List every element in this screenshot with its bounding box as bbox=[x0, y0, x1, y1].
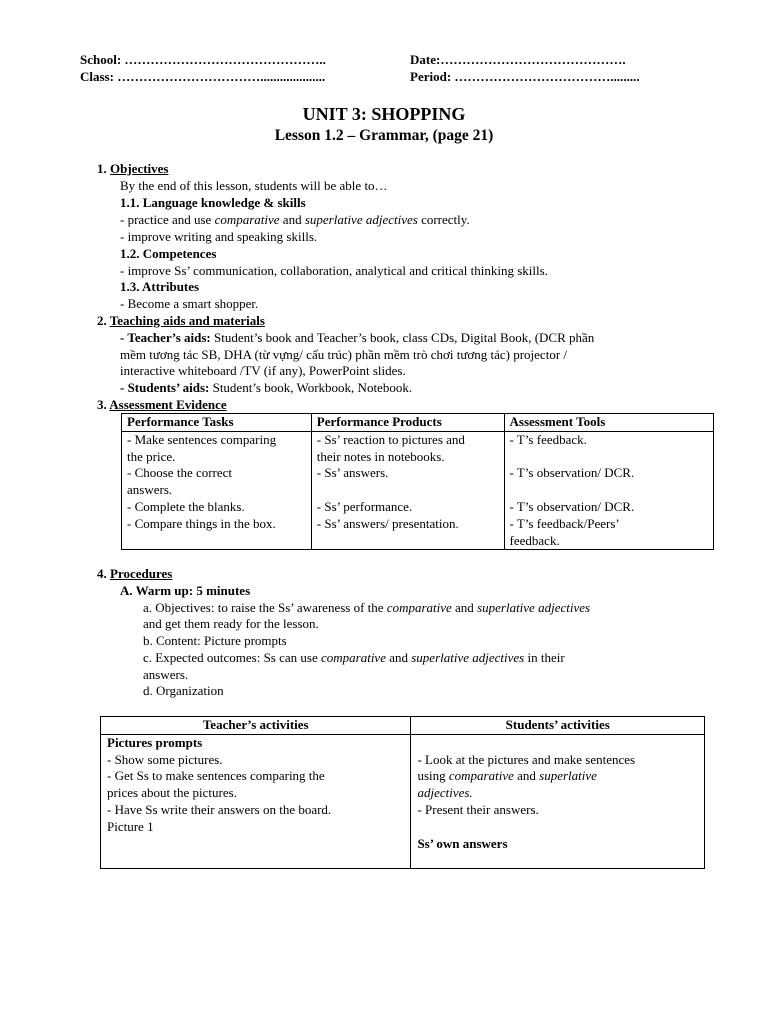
subheading-language-knowledge: 1.1. Language knowledge & skills bbox=[120, 195, 306, 210]
activities-table bbox=[100, 716, 705, 869]
subheading-attributes: 1.3. Attributes bbox=[120, 279, 200, 294]
class-field: Class: …………………………….................... bbox=[80, 69, 326, 84]
column-header: Assessment Tools bbox=[504, 414, 713, 432]
unit-title: UNIT 3: SHOPPING bbox=[302, 104, 466, 124]
performance-products-cell: - Ss’ reaction to pictures and their notes in notebooks. - Ss’ answers. - Ss’ performance. - Ss’ answers/ presentation. bbox=[311, 431, 504, 550]
teacher-activities-cell: Pictures prompts - Show some pictures. - Get Ss to make sentences comparing the prices about the pictures. - Have Ss write their answers on the board. Picture 1 bbox=[101, 734, 411, 868]
procedure-line: a. Objectives: to raise the Ss’ awareness of the comparative and superlative adjectives bbox=[143, 600, 591, 615]
column-header: Students’ activities bbox=[411, 717, 705, 735]
date-field: Date:……………………………………. bbox=[410, 52, 626, 67]
assessment-heading: 3. Assessment Evidence bbox=[97, 397, 227, 412]
students-activities-cell: - Look at the pictures and make sentences using comparative and superlative adjectives. - Present their answers. Ss’ own answers bbox=[411, 734, 705, 868]
procedures-heading: 4. Procedures bbox=[97, 566, 173, 581]
teacher-aids-line: mềm tương tác SB, DHA (từ vựng/ cấu trúc) phần mềm trò chơi tương tác) projector / bbox=[120, 347, 568, 362]
assessment-table bbox=[121, 413, 714, 550]
objectives-intro: By the end of this lesson, students will be able to… bbox=[120, 178, 388, 193]
teaching-aids-heading: 2. Teaching aids and materials bbox=[97, 313, 265, 328]
students-aids-line: - Students’ aids: Student’s book, Workbook, Notebook. bbox=[120, 380, 413, 395]
objective-line: - practice and use comparative and superlative adjectives correctly. bbox=[120, 212, 470, 227]
lesson-title: Lesson 1.2 – Grammar, (page 21) bbox=[274, 127, 494, 144]
assessment-tools-cell: - T’s feedback. - T’s observation/ DCR. - T’s observation/ DCR. - T’s feedback/Peers’ feedback. bbox=[504, 431, 713, 550]
school-field: School: ……………………………………….. bbox=[80, 52, 326, 67]
procedure-line: and get them ready for the lesson. bbox=[143, 616, 319, 631]
subheading-competences: 1.2. Competences bbox=[120, 246, 217, 261]
procedure-line: d. Organization bbox=[143, 683, 224, 698]
objective-line: - improve Ss’ communication, collaboration, analytical and critical thinking skills. bbox=[120, 263, 548, 278]
objective-line: - improve writing and speaking skills. bbox=[120, 229, 318, 244]
objectives-heading: 1. Objectives bbox=[97, 161, 169, 176]
performance-tasks-cell: - Make sentences comparing the price. - Choose the correct answers. - Complete the blanks. - Compare things in the box. bbox=[122, 431, 312, 550]
period-field: Period: ………………………………......... bbox=[410, 69, 640, 84]
column-header: Teacher’s activities bbox=[101, 717, 411, 735]
procedure-line: c. Expected outcomes: Ss can use comparative and superlative adjectives in their bbox=[143, 650, 565, 665]
warmup-heading: A. Warm up: 5 minutes bbox=[120, 583, 251, 598]
teacher-aids-line: - Teacher’s aids: Student’s book and Teacher’s book, class CDs, Digital Book, (DCR phần bbox=[120, 330, 595, 345]
column-header: Performance Products bbox=[311, 414, 504, 432]
procedure-line: b. Content: Picture prompts bbox=[143, 633, 287, 648]
objective-line: - Become a smart shopper. bbox=[120, 296, 259, 311]
procedure-line: answers. bbox=[143, 667, 189, 682]
teacher-aids-line: interactive whiteboard /TV (if any), PowerPoint slides. bbox=[120, 363, 406, 378]
column-header: Performance Tasks bbox=[122, 414, 312, 432]
